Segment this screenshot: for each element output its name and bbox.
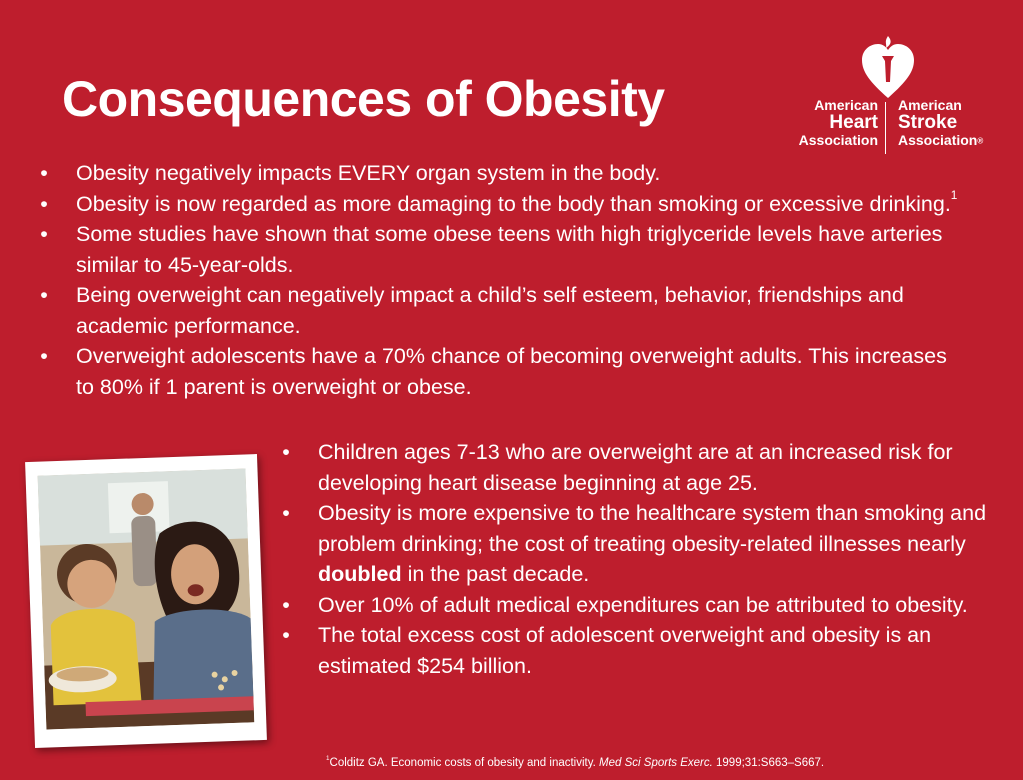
footnote-ref: 1 [950, 188, 958, 203]
bullet-item: • Obesity is now regarded as more damaging to the body than smoking or excessive drinking.$^1$ [34, 189, 964, 220]
bullet-list-bottom [276, 437, 996, 681]
bullet-item: • Overweight adolescents have a 70% chance of becoming overweight adults. This increases to 80% if 1 parent is overweight or obese. [34, 341, 964, 402]
bullet-list-top [34, 158, 964, 402]
logo-divider [885, 102, 886, 154]
aha-asa-logo [778, 34, 1010, 156]
stroke-association-name: American Stroke Association® [898, 97, 984, 148]
heart-association-name: American Heart Association [798, 97, 878, 148]
bullet-item: • Being overweight can negatively impact a child’s self esteem, behavior, friendships and academic performance. [34, 280, 964, 341]
footnote: $^1$Colditz GA. Economic costs of obesity and inactivity. Med Sci Sports Exerc. 1999;31:S663–S667. [326, 754, 825, 769]
journal-name: Med Sci Sports Exerc. [599, 757, 713, 769]
bullet-item: • Over 10% of adult medical expenditures can be attributed to obesity. [276, 590, 996, 621]
slide-title: Consequences of Obesity [62, 71, 665, 127]
bullet-item: • Some studies have shown that some obese teens with high triglyceride levels have arteries similar to 45-year-olds. [34, 219, 964, 280]
heart-torch-icon [860, 34, 916, 100]
bullet-item: • The total excess cost of adolescent overweight and obesity is an estimated $254 billion. [276, 620, 996, 681]
bullet-item: • Obesity is more expensive to the healthcare system than smoking and problem drinking; the cost of treating obesity-related illnesses nearly doubled in the past decade. [276, 498, 996, 590]
emphasis-text: doubled [318, 562, 402, 586]
bullet-item: • Obesity negatively impacts EVERY organ system in the body. [34, 158, 964, 189]
family-photo [25, 454, 267, 748]
family-photo-icon [38, 468, 255, 729]
bullet-item: • Children ages 7-13 who are overweight are at an increased risk for developing heart disease beginning at age 25. [276, 437, 996, 498]
